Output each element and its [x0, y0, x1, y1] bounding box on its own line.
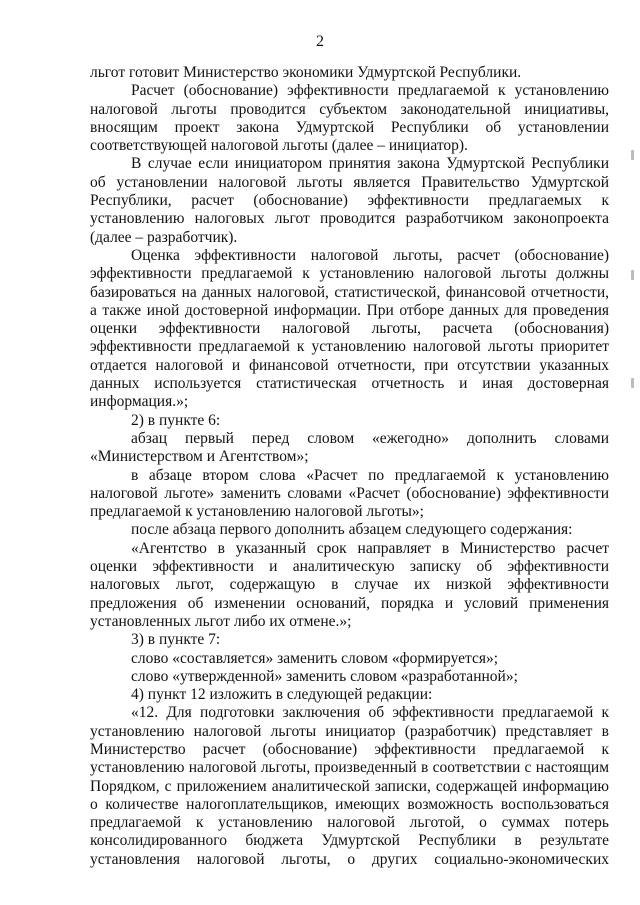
paragraph: льгот готовит Министерство экономики Удмуртской Республики. [90, 64, 522, 81]
paragraph: слово «составляется» заменить словом «формируется»; [131, 649, 499, 667]
scan-margin-mark [631, 378, 634, 388]
list-item: 4) пункт 12 изложить в следующей редакции: [131, 686, 433, 704]
paragraph: В случае если инициатором принятия закона Удмуртской Республики об установлении налоговой льготы является Правительство Удмуртской Республики, расчет (обоснование) эффективности предлагаемых к установлению налоговых льгот проводится разработчиком законопроекта (далее – разработчик). [90, 155, 609, 246]
paragraph: «Агентство в указанный срок направляет в Министерство расчет оценки эффективности и аналитическую записку об эффективности налоговых льгот, содержащую в случае их низкой эффективности предложения об изменении оснований, порядка и условий применения установленных льгот либо их отмене.»; [90, 539, 609, 630]
page-number: 2 [316, 33, 324, 50]
paragraph: в абзаце втором слова «Расчет по предлагаемой к установлению налоговой льготе» заменить словами «Расчет (обоснование) эффективности предлагаемой к установлению налоговой льготы»; [90, 466, 609, 521]
paragraph: Расчет (обоснование) эффективности предлагаемой к установлению налоговой льготы проводится субъектом законодательной инициативы, вносящим проект закона Удмуртской Республики об установлении соответствующей налоговой льготы (далее – инициатор). [90, 82, 609, 155]
scan-margin-mark [631, 270, 634, 280]
document-body [90, 64, 609, 869]
scan-margin-mark [631, 150, 634, 160]
list-item: 3) в пункте 7: [131, 631, 221, 649]
paragraph: абзац первый перед словом «ежегодно» дополнить словами «Министерством и Агентством»; [90, 429, 609, 466]
paragraph: после абзаца первого дополнить абзацем следующего содержания: [131, 521, 573, 539]
list-item: 2) в пункте 6: [131, 411, 221, 429]
paragraph: слово «утвержденной» заменить словом «разработанной»; [131, 667, 518, 685]
paragraph: Оценка эффективности налоговой льготы, расчет (обоснование) эффективности предлагаемой к установлению налоговой льготы должны базироваться на данных налоговой, статистической, финансовой отчетности, а также иной достоверной информации. При отборе данных для проведения оценки эффективности налоговой льготы, расчета (обоснования) эффективности предлагаемой к установлению налоговой льготы приоритет отдается налоговой и финансовой отчетности, при отсутствии указанных данных используется статистическая отчетность и иная достоверная информация.»; [90, 246, 609, 411]
paragraph: «12. Для подготовки заключения об эффективности предлагаемой к установлению налоговой льготы инициатор (разработчик) представляет в Министерство расчет (обоснование) эффективности предлагаемой к установлению налоговой льготы, произведенный в соответствии с настоящим Порядком, с приложением аналитической записки, содержащей информацию о количестве налогоплательщиков, имеющих возможность воспользоваться предлагаемой к установлению налоговой льготой, о суммах потерь консолидированного бюджета Удмуртской Республики в результате установления налоговой льготы, о других социально-экономических [90, 704, 609, 868]
